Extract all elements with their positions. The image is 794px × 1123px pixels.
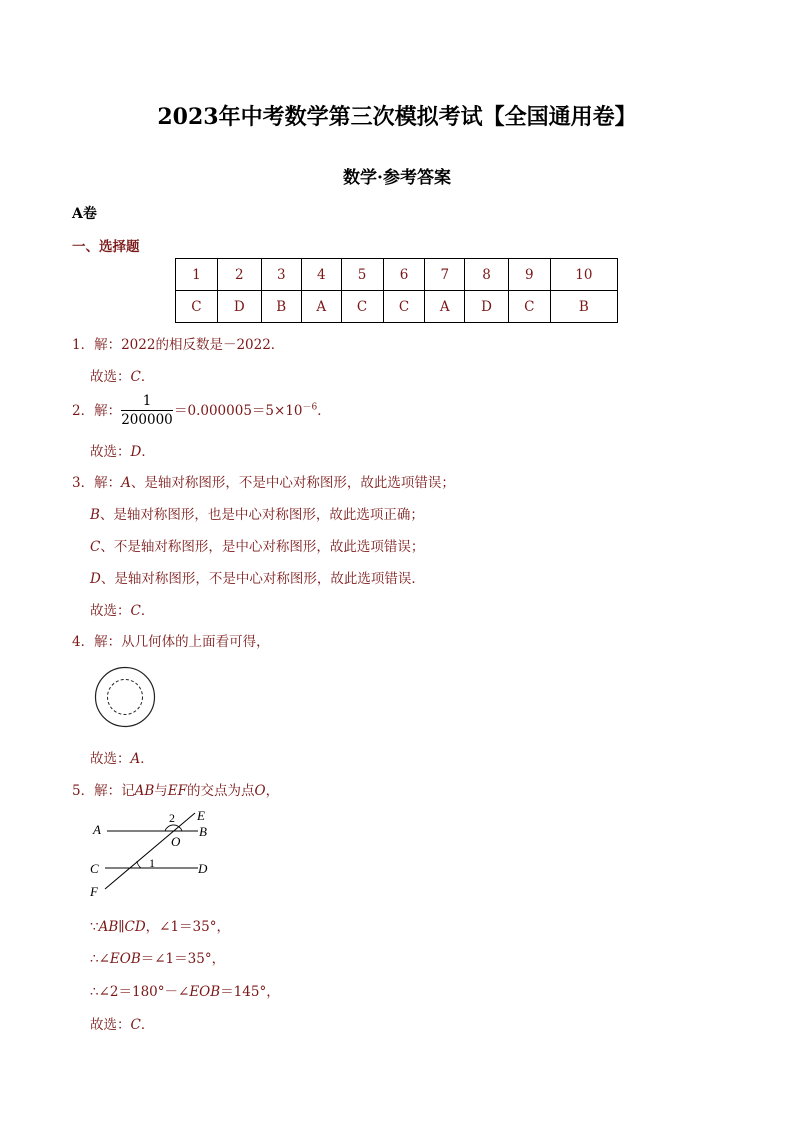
q2-expression: [174, 399, 331, 419]
option-letter: D: [90, 571, 101, 587]
table-cell: D: [465, 291, 509, 323]
table-cell: C: [176, 291, 218, 323]
label-f: F: [90, 884, 98, 899]
step-prefix: ∴∠: [90, 951, 110, 967]
section-a-heading: A卷: [72, 206, 97, 222]
label-o: O: [171, 834, 181, 849]
answer-table: [175, 258, 618, 323]
table-cell: 3: [261, 259, 301, 291]
q3-line-c: [90, 535, 424, 555]
page-subtitle: 数学·参考答案: [343, 168, 451, 188]
table-cell: 7: [425, 259, 465, 291]
q2-prefix: 2．解：: [72, 403, 122, 419]
table-cell: 1: [176, 259, 218, 291]
choice-end: ．: [140, 369, 155, 385]
q2-choice: [90, 440, 155, 460]
choose-label: 故选：: [90, 444, 131, 460]
choice-letter: D: [130, 444, 142, 460]
parallel-lines-figure: [85, 805, 225, 900]
answer-table-number-row: [176, 259, 618, 291]
q3-line-b: [90, 503, 424, 523]
q3-line-d: [90, 567, 425, 587]
table-cell: 4: [301, 259, 341, 291]
option-letter: C: [90, 539, 101, 555]
choose-label: 故选：: [90, 369, 131, 385]
q3-choice: [90, 599, 154, 619]
fraction-numerator: 1: [142, 393, 152, 409]
table-cell: C: [508, 291, 550, 323]
line-ef: [105, 813, 195, 889]
step-prefix: ∵: [90, 919, 99, 935]
page-title: 2023年中考数学第三次模拟考试【全国通用卷】: [157, 104, 637, 130]
q5-step-3: [90, 980, 280, 1000]
choose-label: 故选：: [90, 751, 131, 767]
table-cell: B: [261, 291, 301, 323]
label-a: A: [93, 822, 101, 837]
option-letter: B: [90, 507, 100, 523]
option-letter: A: [121, 475, 131, 491]
q2-expression-end: ．: [317, 403, 331, 419]
table-cell: C: [383, 291, 425, 323]
choice-end: ．: [140, 751, 154, 767]
option-text: 、不是轴对称图形，是中心对称图形，故此选项错误；: [100, 539, 425, 555]
step-term: AB∥CD: [98, 919, 146, 935]
table-cell: 5: [341, 259, 383, 291]
q1-solution: 1．解：2022的相反数是－2022．: [72, 337, 285, 353]
label-angle-1: 1: [149, 856, 155, 870]
fraction-bar: [121, 410, 173, 411]
q5-step-1: [90, 915, 230, 935]
choose-label: 故选：: [90, 603, 131, 619]
table-cell: 8: [465, 259, 509, 291]
q2-expression-body: ＝0.000005＝5×10: [174, 403, 303, 419]
option-text: 、是轴对称图形，不是中心对称图形，故此选项错误．: [100, 571, 425, 587]
label-angle-2: 2: [169, 811, 175, 825]
section-choice-heading: 一、选择题: [72, 239, 140, 255]
outer-circle: [96, 668, 155, 727]
table-cell: 9: [508, 259, 550, 291]
q5-choice: [90, 1013, 154, 1033]
table-cell: 6: [383, 259, 425, 291]
answer-table-answer-row: [176, 291, 618, 323]
q3-line-a: [72, 471, 455, 491]
fraction-denominator: 200000: [121, 412, 173, 428]
choice-end: ．: [140, 603, 155, 619]
q1-choice: [90, 365, 154, 385]
step-rest: ＝145°，: [220, 984, 280, 1000]
label-e: E: [197, 808, 205, 823]
segment-ef: EF: [167, 783, 187, 799]
step-term: EOB: [109, 951, 141, 967]
table-cell: C: [341, 291, 383, 323]
top-view-figure: [92, 664, 158, 730]
label-b: B: [199, 824, 207, 839]
q5-intersection-text: 的交点为点: [187, 783, 255, 799]
q4-solution: 4．解：从几何体的上面看可得，: [72, 634, 270, 650]
table-cell: A: [301, 291, 341, 323]
label-d: D: [198, 861, 208, 876]
q5-solution: [72, 779, 279, 799]
q5-end: ，: [265, 783, 280, 799]
option-text: 、是轴对称图形，不是中心对称图形，故此选项错误；: [130, 475, 455, 491]
table-cell: 2: [217, 259, 261, 291]
q5-connector: 与: [154, 783, 168, 799]
table-cell: D: [217, 291, 261, 323]
inner-dashed-circle: [108, 680, 143, 715]
q2-exponent: －6: [302, 402, 318, 413]
choice-letter: C: [130, 603, 141, 619]
q5-prefix: 5．解：记: [72, 783, 135, 799]
step-rest: ，∠1＝35°，: [145, 919, 230, 935]
segment-ab: AB: [134, 783, 155, 799]
step-term: EOB: [189, 984, 221, 1000]
q4-choice: [90, 747, 154, 767]
option-text: 、是轴对称图形，也是中心对称图形，故此选项正确；: [99, 507, 424, 523]
choice-end: ．: [140, 1017, 155, 1033]
choice-letter: A: [130, 751, 141, 767]
table-cell: B: [550, 291, 617, 323]
table-cell: 10: [550, 259, 617, 291]
choice-end: ．: [141, 444, 155, 460]
label-c: C: [90, 861, 99, 876]
q3-prefix: 3．解：: [72, 475, 122, 491]
step-rest: ＝∠1＝35°，: [140, 951, 226, 967]
choice-letter: C: [130, 369, 141, 385]
step-prefix: ∴∠2＝180°－∠: [90, 984, 190, 1000]
choose-label: 故选：: [90, 1017, 131, 1033]
point-o: O: [254, 783, 266, 799]
choice-letter: C: [130, 1017, 141, 1033]
q5-step-2: [90, 947, 225, 967]
table-cell: A: [425, 291, 465, 323]
q2-fraction: [121, 393, 173, 428]
